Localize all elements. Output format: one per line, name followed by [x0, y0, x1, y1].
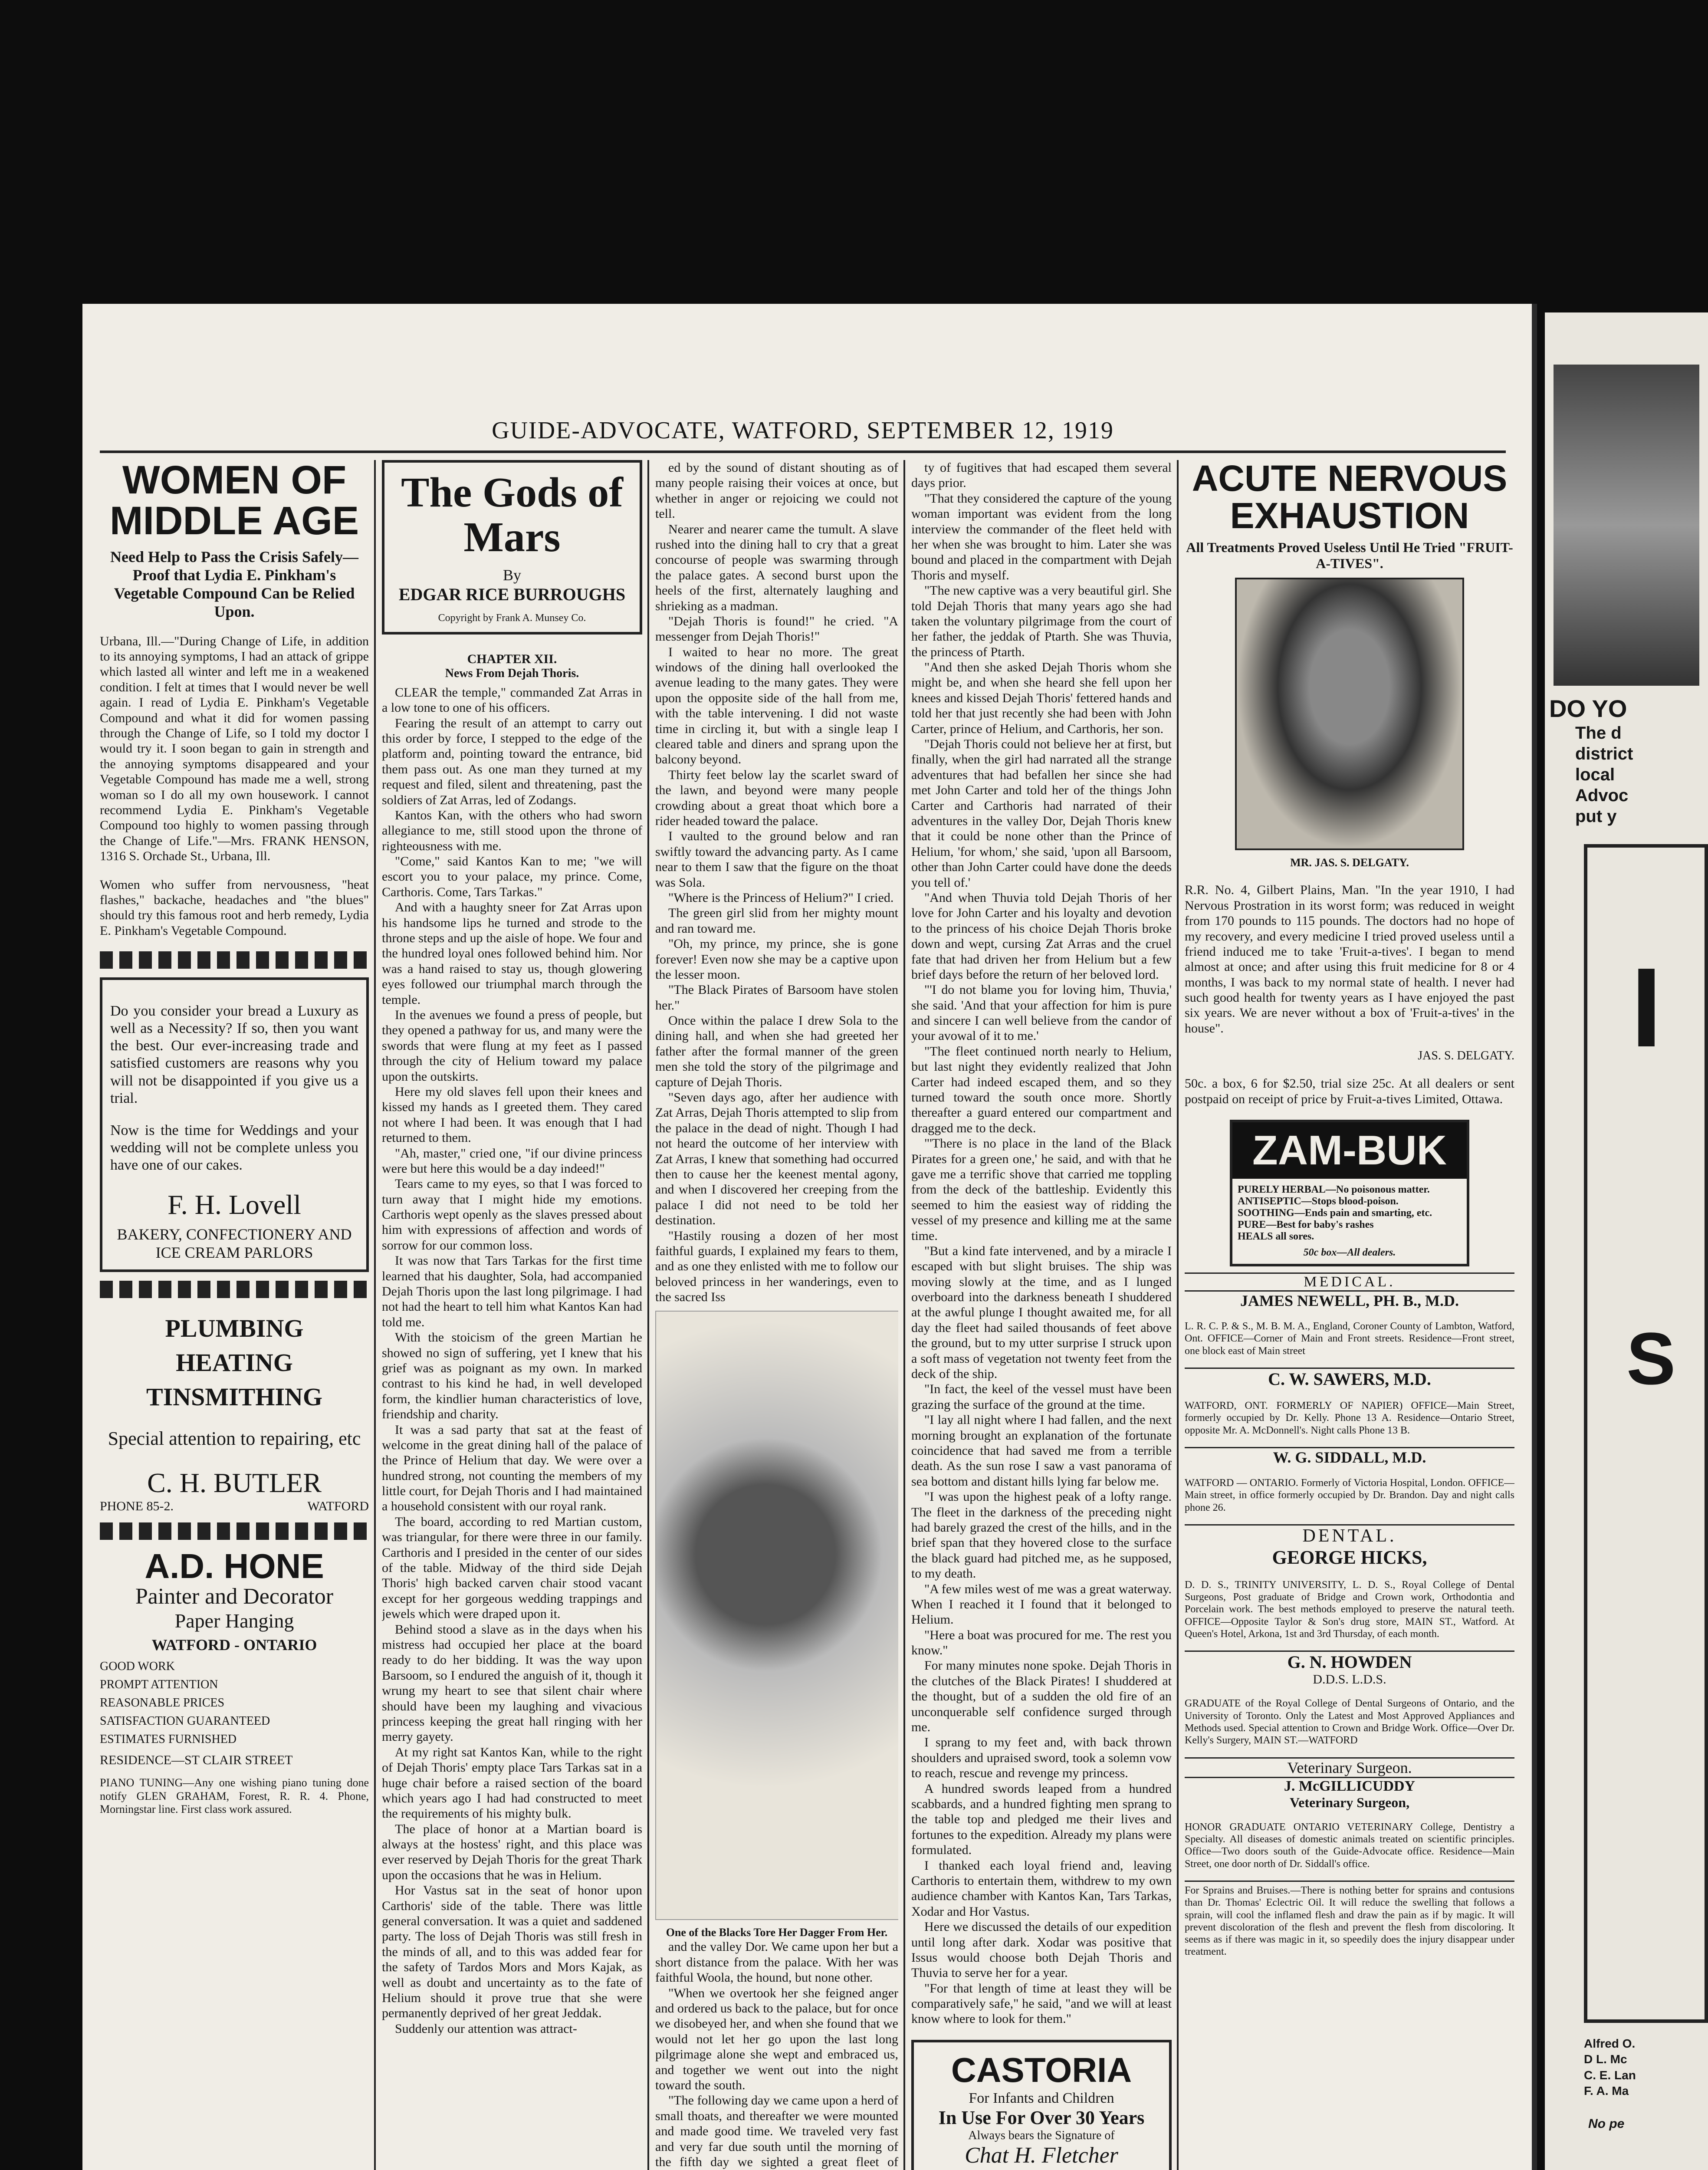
piano-notice: PIANO TUNING—Any one wishing piano tuning done notify GLEN GRAHAM, Forest, R. R. 4. Phone, Morningstar line. First class work assured.: [100, 1776, 369, 1816]
castoria-signature: Chat H. Fletcher: [965, 2143, 1118, 2168]
vet-heading: Veterinary Surgeon.: [1185, 1757, 1514, 1778]
fruitatives-title: ACUTE NERVOUS EXHAUSTION: [1192, 460, 1508, 536]
siddall-name: W. G. SIDDALL, M.D.: [1185, 1447, 1514, 1466]
zambuk-line: HEALS all sores.: [1238, 1231, 1314, 1243]
story-by: By: [503, 566, 521, 584]
vet-body: HONOR GRADUATE ONTARIO VETERINARY College, Dentistry a Specialty. All diseases of domestic animals treated on scientific principles. Office—Two doors south of the Guide-Advocate office. Residence—Main Street, one door north of Dr. Siddall's office.: [1185, 1821, 1514, 1870]
story-paragraph: "Oh, my prince, my prince, she is gone forever! Even now she may be a captive upon the lesser moon.: [655, 937, 898, 982]
zambuk-price: 50c box—All dealers.: [1303, 1247, 1396, 1259]
hone-service: PROMPT ATTENTION: [100, 1678, 218, 1692]
stove-illustration: [1554, 365, 1699, 686]
ornamental-divider: [100, 951, 369, 969]
column-1: [100, 460, 369, 2170]
lovell-body: Do you consider your bread a Luxury as well as a Necessity? If so, then you want the best. Our ever-increasing trade and satisfied customers are reasons why you will not be disappointed if you give us a trial.: [110, 1003, 358, 1106]
fragment-name: F. A. Ma: [1584, 2084, 1629, 2098]
chapter-number: CHAPTER XII.: [467, 651, 557, 666]
hone-service: SATISFACTION GUARANTEED: [100, 1714, 270, 1728]
hone-service: REASONABLE PRICES: [100, 1696, 225, 1710]
fruitatives-ad: [1185, 460, 1514, 1107]
story-paragraph: I waited to hear no more. The great windows of the dining hall overlooked the avenue leading to the many gates. They were upon the opposite side of the hall from me, with the table intervening. I did not waste time in circling it, but with a single leap I cleared table and diners and sprang upon the balcony beyond.: [655, 644, 898, 767]
dental-heading: DENTAL.: [1185, 1524, 1514, 1546]
story-paragraph: "Here a boat was procured for me. The rest you know.": [911, 1628, 1172, 1658]
column-4: [911, 460, 1172, 2170]
vet-title: Veterinary Surgeon,: [1289, 1794, 1410, 1810]
ornamental-divider: [100, 1281, 369, 1298]
zambuk-line: ANTISEPTIC—Stops blood-poison.: [1238, 1196, 1399, 1207]
fragment-name: Alfred O.: [1584, 2037, 1636, 2050]
zambuk-lines: [1232, 1179, 1467, 1264]
hone-service: ESTIMATES FURNISHED: [100, 1733, 237, 1746]
zambuk-line: SOOTHING—Ends pain and smarting, etc.: [1238, 1207, 1432, 1219]
story-title-box: [382, 460, 642, 635]
hone-trade: Painter and Decorator: [135, 1584, 334, 1609]
story-paragraph: "Dejah Thoris could not believe her at first, but finally, when the girl had narrated all the strange adventures that had befallen her since she had met John Carter and told her of the things John Carter and Carthoris had narrated of their adventures in the valley Dor, Dejah Thoris knew that it could be none other than the Prince of Helium, 'for whom,' she said, 'upon all Barsoom, other than John Carter could have done the deeds you tell of.': [911, 737, 1172, 890]
story-paragraph: A hundred swords leaped from a hundred scabbards, and a hundred fighting men sprang to the table top and pledged me their lives and fortunes to the expedition. Already my plans were formulated.: [911, 1781, 1172, 1858]
story-paragraph: Kantos Kan, with the others who had sworn allegiance to me, still stood upon the throne of righteousness with me.: [382, 808, 642, 853]
newspaper-page: [82, 304, 1537, 2170]
pinkham-subtitle: Need Help to Pass the Crisis Safely—Proof that Lydia E. Pinkham's Vegetable Compound Can be Relied Upon.: [110, 548, 358, 620]
fragment-big-letter: I: [1631, 945, 1662, 1071]
zambuk-title: ZAM-BUK: [1232, 1122, 1467, 1179]
column-rule: [374, 460, 376, 2170]
butler-town: WATFORD: [307, 1499, 369, 1513]
butler-name: C. H. BUTLER: [147, 1467, 322, 1498]
hone-name: A.D. HONE: [145, 1546, 324, 1585]
story-paragraph: It was a sad party that sat at the feast of welcome in the great dining hall of the palace of the Prince of Helium that day. We were over a hundred strong, not counting the members of my little court, for Dejah Thoris and I had maintained a household consistent with our royal rank.: [382, 1422, 642, 1514]
pinkham-title: WOMEN OF MIDDLE AGE: [109, 460, 359, 543]
castoria-line-3: Always bears the Signature of: [968, 2128, 1115, 2142]
story-paragraph: and the valley Dor. We came upon her but a short distance from the palace. With her was faithful Woola, the hound, but none other.: [655, 1940, 898, 1985]
story-paragraph: Here we discussed the details of our expedition until long after dark. Xodar was positive that Issus would choose both Dejah Thoris and Thuvia to serve her for a year.: [911, 1920, 1172, 1980]
fruitatives-sign: JAS. S. DELGATY.: [1418, 1049, 1514, 1063]
zambuk-line: PURELY HERBAL—No poisonous matter.: [1238, 1184, 1430, 1196]
adjacent-page-fragment: [1545, 312, 1708, 2170]
story-author: EDGAR RICE BURROUGHS: [398, 584, 626, 604]
fragment-box: [1584, 844, 1708, 2023]
column-rule: [903, 460, 905, 2170]
column-3: [655, 460, 898, 2170]
story-paragraph: The green girl slid from her mighty mount and ran toward me.: [655, 906, 898, 936]
column-rule: [647, 460, 649, 2170]
sawers-body: WATFORD, ONT. FORMERLY OF NAPIER) OFFICE—Main Street, formerly occupied by Dr. Kelly. Phone 13 A. Residence—Ontario Street, opposite Mr. A. McDonnell's. Night calls Phone 13 B.: [1185, 1400, 1514, 1436]
fragment-line: The d: [1575, 723, 1622, 743]
story-text-continued: [655, 460, 898, 1305]
story-paragraph: Suddenly our attention was attract-: [395, 2021, 577, 2036]
newell-body: L. R. C. P. & S., M. B. M. A., England, Coroner County of Lambton, Watford, Ont. OFFICE—Corner of Main and Front streets. Residence—Front street, one block east of Main street: [1185, 1321, 1514, 1357]
story-paragraph: Fearing the result of an attempt to carry out this order by force, I stepped to the edge of the platform and, pointing toward the entrance, bid them pass out. As one man they turned at my request and filed, silent and threatening, past the soldiers of Zat Arras, led of Zodangs.: [382, 716, 642, 807]
story-paragraph: "A few miles west of me was a great waterway. When I reached it I found that it belonged to Helium.: [911, 1581, 1172, 1627]
story-paragraph: "Ah, master," cried one, "if our divine princess were but here this would be a day indeed!": [382, 1146, 642, 1176]
story-paragraph: "The Black Pirates of Barsoom have stolen her.": [655, 983, 898, 1013]
story-text-continued: [911, 460, 1172, 2027]
hone-services: [100, 1657, 369, 1749]
howden-credentials: D.D.S. L.D.S.: [1313, 1672, 1386, 1687]
story-paragraph: "In fact, the keel of the vessel must have been grazing the surface of the ground at the time.: [911, 1382, 1172, 1412]
story-paragraph: Thirty feet below lay the scarlet sward of the lawn, and beyond were many people crowding about a great thoat which bore a rider headed toward the palace.: [655, 767, 898, 828]
pinkham-body: Urbana, Ill.—"During Change of Life, in addition to its annoying symptoms, I had an attack of grippe which lasted all winter and left me in a weakened condition. I felt at times that I would never be well again. I read of Lydia E. Pinkham's Vegetable Compound and what it did for women passing through the Change of Life, so I told my doctor I would try it. I soon began to gain in strength and the annoying symptoms disappeared and your Vegetable Compound has made me a well, strong woman so I do all my own housework. I cannot recommend Lydia E. Pinkham's Vegetable Compound too highly to women passing through the Change of Life."—Mrs. FRANK HENSON, 1316 S. Orchade St., Urbana, Ill.: [100, 634, 369, 864]
story-paragraph: Tears came to my eyes, so that I was forced to turn away that I might hide my emotions. Carthoris wept openly as the slaves pressed about him with expressions of affection and words of sorrow for our common loss.: [382, 1177, 642, 1253]
newell-name: JAMES NEWELL, PH. B., M.D.: [1240, 1292, 1459, 1310]
eclectric-oil-notice: For Sprains and Bruises.—There is nothing better for sprains and contusions than Dr. Thomas' Eclectric Oil. It will reduce the swelling that follows a sprain, will cool the inflamed flesh and draw the pain as if by magic. It will prevent discoloration of the flesh and prevent the flesh from discoloring. It seems as if there was magic in it, so speedily does the injury disappear under treatment.: [1185, 1881, 1514, 1958]
story-paragraph: I thanked each loyal friend and, leaving Carthoris to entertain them, withdrew to my own audience chamber with Kantos Kan, Tars Tarkas, Xodar and Hor Vastus.: [911, 1858, 1172, 1919]
column-2: [382, 460, 642, 2170]
fragment-names: [1584, 2036, 1708, 2099]
story-paragraph: The board, according to red Martian custom, was triangular, for there were three in our family. Carthoris and I presided in the center of our sides of the table. Midway of the third side Dejah Thoris' high backed carven chair stood vacant except for her gorgeous wedding trappings and jewels which were draped upon it.: [382, 1514, 642, 1621]
story-paragraph: "Hastily rousing a dozen of her most faithful guards, I explained my fears to them, and as one they enlisted with me to follow our beloved princess in her wanderings, even to the sacred Iss: [655, 1228, 898, 1305]
hone-ad: [100, 1546, 369, 1768]
column-5: [1185, 460, 1514, 2170]
story-paragraph: I sprang to my feet and, with back thrown shoulders and upraised sword, took a solemn vow to reach, rescue and revenge my princess.: [911, 1735, 1172, 1781]
hicks-body: D. D. S., TRINITY UNIVERSITY, L. D. S., Royal College of Dental Surgeons, Post graduate of Bridge and Crown work, Orthodontia and Porcelain work. The best methods employed to preserve the natural teeth. OFFICE—Opposite Taylor & Son's drug store, MAIN ST., Watford. At Queen's Hotel, Arkona, 1st and 3rd Thursday, of each month.: [1185, 1579, 1514, 1640]
story-text: [382, 685, 642, 2036]
story-paragraph: "When we overtook her she feigned anger and ordered us back to the palace, but for once we disobeyed her, and when she found that we would not let her go upon the last long pilgrimage alone she wept and embraced us, and together we went out into the night toward the south.: [655, 1986, 898, 2092]
story-paragraph: "And then she asked Dejah Thoris whom she might be, and when she heard she fell upon her knees and kissed Dejah Thoris' fettered hands and told her that just recently she had been with John Carter, prince of Helium, and Carthoris, her son.: [911, 660, 1172, 736]
story-paragraph: "I lay all night where I had fallen, and the next morning brought an explanation of the fortunate coincidence that had saved me from a terrible death. As the sun rose I saw a vast panorama of sea bottom and distant hills lying far below me.: [911, 1413, 1172, 1489]
illustration-caption: One of the Blacks Tore Her Dagger From Her.: [666, 1926, 888, 1939]
story-paragraph: "Seven days ago, after her audience with Zat Arras, Dejah Thoris attempted to slip from the palace in the dead of night. Though I had not heard the outcome of her interview with Zat Arras, I knew that something had occurred then to cause her the keenest mental agony, and when I discovered her creeping from the palace I did not need to be told her destination.: [655, 1090, 898, 1228]
story-paragraph: "Where is the Princess of Helium?" I cried.: [668, 890, 894, 905]
butler-phone: PHONE 85-2.: [100, 1499, 174, 1513]
hone-residence: RESIDENCE—ST CLAIR STREET: [100, 1753, 293, 1768]
hicks-name: GEORGE HICKS,: [1272, 1546, 1427, 1568]
lovell-body-2: Now is the time for Weddings and your wedding will not be complete unless you have one of our cakes.: [110, 1122, 358, 1173]
portrait-image: [1235, 578, 1464, 850]
fragment-line: local: [1575, 765, 1615, 784]
butler-ad: [100, 1315, 369, 1513]
fragment-big-letter: S: [1626, 1318, 1676, 1400]
story-text-continued: [655, 1939, 898, 2170]
fruitatives-subtitle: All Treatments Proved Useless Until He Tried "FRUIT-A-TIVES".: [1186, 539, 1513, 572]
story-paragraph: Hor Vastus sat in the seat of honor upon Carthoris' side of the table. There was little general conversation. It was a quiet and saddened party. The loss of Dejah Thoris was still fresh in the minds of all, and to this was added fear for the safety of Tardos Mors and Mors Kajak, as well as doubt and uncertainty as to the fate of Helium should it prove true that she were permanently deprived of her great Jeddak.: [382, 1883, 642, 2021]
story-paragraph: With the stoicism of the green Martian he showed no sign of suffering, yet I knew that his grief was as poignant as my own. In marked contrast to his kind he had, in well developed form, the kindlier human characteristics of love, friendship and charity.: [382, 1330, 642, 1422]
hone-service: GOOD WORK: [100, 1660, 175, 1674]
castoria-ad: [911, 2040, 1172, 2170]
story-paragraph: ty of fugitives that had escaped them several days prior.: [911, 460, 1172, 490]
story-paragraph: "That they considered the capture of the young woman important was evident from the long interview the commander of the fleet held with her when she was brought to him. Later she was bound and placed in the compartment with Dejah Thoris and myself.: [911, 491, 1172, 582]
hone-trade-2: Paper Hanging: [174, 1610, 294, 1632]
fragment-line: put y: [1575, 807, 1617, 826]
fragment-name: C. E. Lan: [1584, 2068, 1636, 2082]
story-paragraph: The place of honor at a Martian board is always at the hostess' right, and this place was ever reserved by Dejah Thoris for the great Thark upon the occasions that he was in Helium.: [382, 1821, 642, 1882]
story-paragraph: Behind stood a slave as in the days when his mistress had occupied her place at the board ready to do her bidding. It was the way upon Barsoom, so I endured the anguish of it, though it wrung my heart to see that silent chair where should have been my laughing and vivacious princess keeping the great hall ringing with her merry gayety.: [382, 1622, 642, 1744]
siddall-body: WATFORD — ONTARIO. Formerly of Victoria Hospital, London. OFFICE—Main street, in office formerly occupied by Dr. Brandon. Day and night calls phone 26.: [1185, 1477, 1514, 1513]
castoria-line-2: In Use For Over 30 Years: [938, 2107, 1145, 2128]
story-paragraph: "Dejah Thoris is found!" he cried. "A messenger from Dejah Thoris!": [655, 614, 898, 644]
story-paragraph: I vaulted to the ground below and ran swiftly toward the advancing party. As I came near to them I saw that the figure on the thoat was Sola.: [655, 829, 898, 890]
story-paragraph: "I was upon the highest peak of a lofty range. The fleet in the darkness of the preceding night had barely grazed the crest of the hills, and in the brief span that they hovered close to the surface the black guard had pitched me, as he supposed, to my death.: [911, 1489, 1172, 1581]
story-paragraph: "The new captive was a very beautiful girl. She told Dejah Thoris that many years ago she had taken the voluntary pilgrimage from the court of her father, the jeddak of Ptarth. She was Thuvia, the princess of Ptarth.: [911, 583, 1172, 659]
story-paragraph: "For that length of time at least they will be comparatively safe," he said, "and we will at least know where to look for them.": [911, 1981, 1172, 2026]
howden-body: GRADUATE of the Royal College of Dental Surgeons of Ontario, and the University of Toronto. Only the Latest and Most Approved Appliances and Methods used. Special attention to Crown and Bridge Work. Office—Over Dr. Kelly's Surgery, MAIN ST.—WATFORD: [1185, 1698, 1514, 1746]
hone-town: WATFORD - ONTARIO: [151, 1636, 317, 1654]
howden-name: G. N. HOWDEN: [1185, 1651, 1514, 1672]
fragment-name: D L. Mc: [1584, 2052, 1627, 2066]
zambuk-line: PURE—Best for baby's rashes: [1238, 1219, 1374, 1231]
butler-line-3: TINSMITHING: [146, 1383, 323, 1411]
lovell-name: F. H. Lovell: [168, 1189, 301, 1220]
lovell-ad: [100, 977, 369, 1272]
story-paragraph: ed by the sound of distant shouting as of many people raising their voices at once, but whether in anger or rejoicing we could not tell.: [655, 460, 898, 521]
story-paragraph: "And when Thuvia told Dejah Thoris of her love for John Carter and his loyalty and devotion to the princess of his choice Dejah Thoris broke down and wept, cursing Zat Arras and the cruel fate that had driven her from Helium but a few brief days before the return of her beloved lord.: [911, 890, 1172, 982]
pinkham-ad: [100, 460, 369, 938]
story-copyright: Copyright by Frank A. Munsey Co.: [438, 612, 586, 624]
story-paragraph: "The following day we came upon a herd of small thoats, and thereafter we were mounted and made good time. We traveled very fast and very far due south until the morning of the fifth day we sighted a great fleet of: [655, 2093, 898, 2169]
masthead: GUIDE-ADVOCATE, WATFORD, SEPTEMBER 12, 1919: [100, 417, 1506, 453]
fragment-line: district: [1575, 744, 1633, 763]
castoria-line-1: For Infants and Children: [969, 2090, 1114, 2106]
fragment-lines: [1575, 723, 1708, 827]
story-paragraph: "Come," said Kantos Kan to me; "we will escort you to your palace, my prince. Come, Carthoris. Come, Tars Tarkas.": [382, 854, 642, 899]
story-paragraph: Here my old slaves fell upon their knees and kissed my hands as I greeted them. They cared not where I had been. It was enough that I had returned to them.: [382, 1084, 642, 1145]
story-illustration: [655, 1311, 898, 1920]
story-paragraph: Nearer and nearer came the tumult. A slave rushed into the dining hall to cry that a great concourse of people was swarming through the palace gates. A second burst upon the heels of the first, alternately laughing and shrieking as a madman.: [655, 522, 898, 613]
butler-note: Special attention to repairing, etc: [108, 1427, 361, 1449]
castoria-title: CASTORIA: [951, 2050, 1132, 2089]
fruitatives-footer: 50c. a box, 6 for $2.50, trial size 25c. At all dealers or sent postpaid on receipt of price by Fruit-a-tives Limited, Ottawa.: [1185, 1076, 1514, 1106]
butler-line-2: HEATING: [176, 1348, 293, 1377]
butler-line-1: PLUMBING: [165, 1314, 304, 1343]
portrait-caption: MR. JAS. S. DELGATY.: [1290, 856, 1409, 869]
story-paragraph: "But a kind fate intervened, and by a miracle I escaped with but slight bruises. The ship was moving slowly at the time, and as I lunged overboard into the darkness beneath I shuddered at the awful plunge I thought awaited me, for all day the fleet had sailed thousands of feet above the ground, but to my utter surprise I struck upon a soft mass of vegetation not twenty feet from the deck of the ship.: [911, 1243, 1172, 1381]
story-paragraph: It was now that Tars Tarkas for the first time learned that his daughter, Sola, had accompanied Dejah Thoris upon the last long pilgrimage. I had not had the heart to tell him what Kantos Kan had told me.: [382, 1253, 642, 1329]
story-paragraph: "The fleet continued north nearly to Helium, but last night they evidently realized that John Carter had indeed escaped them, and so they turned toward the south once more. Shortly thereafter a guard entered our compartment and dragged me to the deck.: [911, 1044, 1172, 1135]
story-paragraph: "'There is no place in the land of the Black Pirates for a green one,' he said, and with that he gave me a terrific shove that carried me toppling from the deck of the battleship. Evidently this seemed to him the easiest way of ridding the vessel of my presence and killing me at the same time.: [911, 1136, 1172, 1243]
fragment-line: Advoc: [1575, 786, 1629, 805]
story-paragraph: In the avenues we found a press of people, but they opened a pathway for us, and many were the swords that were flung at my feet as I passed through the city of Helium toward my palace upon the outskirts.: [382, 1007, 642, 1084]
story-paragraph: For many minutes none spoke. Dejah Thoris in the clutches of the Black Pirates! I shuddered at the thought, but of a sudden the old fire of an unconquerable self confidence surged through me.: [911, 1658, 1172, 1735]
fragment-footer: No pe: [1588, 2116, 1625, 2131]
story-title: The Gods of Mars: [401, 469, 623, 561]
chapter-title: News From Dejah Thoris.: [445, 666, 579, 680]
sawers-name: C. W. SAWERS, M.D.: [1185, 1368, 1514, 1389]
story-paragraph: And with a haughty sneer for Zat Arras upon his handsome lips he turned and strode to the throne steps and up the aisle of hope. We four and the hundred loyal ones followed behind him. Nor was a hand raised to stay us, though glowering eyes followed our triumphal march through the temple.: [382, 900, 642, 1007]
fragment-heading: DO YO: [1549, 695, 1627, 722]
story-paragraph: At my right sat Kantos Kan, while to the right of Dejah Thoris' empty place Tars Tarkas sat in a huge chair before a raised section of the board which years ago I had had constructed to meet the requirements of his mighty bulk.: [382, 1745, 642, 1821]
zambuk-ad: [1230, 1120, 1469, 1266]
column-rule: [1177, 460, 1179, 2170]
butler-contact: [100, 1499, 369, 1514]
vet-name: J. McGILLICUDDY: [1284, 1778, 1416, 1794]
story-paragraph: CLEAR the temple," commanded Zat Arras in a low tone to one of his officers.: [382, 685, 642, 715]
pinkham-footer: Women who suffer from nervousness, "heat flashes," backache, headaches and "the blues" should try this famous root and herb remedy, Lydia E. Pinkham's Vegetable Compound.: [100, 877, 369, 938]
ornamental-divider: [100, 1522, 369, 1540]
fruitatives-body: R.R. No. 4, Gilbert Plains, Man. "In the year 1910, I had Nervous Prostration in its worst form; was reduced in weight from 170 pounds to 115 pounds. The doctors had no hope of my recovery, and every medicine I tried proved useless until a friend induced me to take 'Fruit-a-tives'. I began to mend almost at once; and after using this fruit medicine for 8 or 4 months, I was back to my normal state of health. I never had such good health for twenty years as I have enjoyed the past six years. We are never without a box of 'Fruit-a-tives' in the house".: [1185, 883, 1514, 1036]
story-paragraph: Once within the palace I drew Sola to the dining hall, and when she had greeted her father after the formal manner of the green men she told the story of the pilgrimage and capture of Dejah Thoris.: [655, 1013, 898, 1089]
story-paragraph: "'I do not blame you for loving him, Thuvia,' she said. 'And that your affection for him is pure and sincere I can well believe from the candor of your avowal of it to me.': [911, 983, 1172, 1043]
lovell-line: BAKERY, CONFECTIONERY AND ICE CREAM PARLORS: [117, 1226, 352, 1262]
medical-heading: MEDICAL.: [1185, 1272, 1514, 1292]
